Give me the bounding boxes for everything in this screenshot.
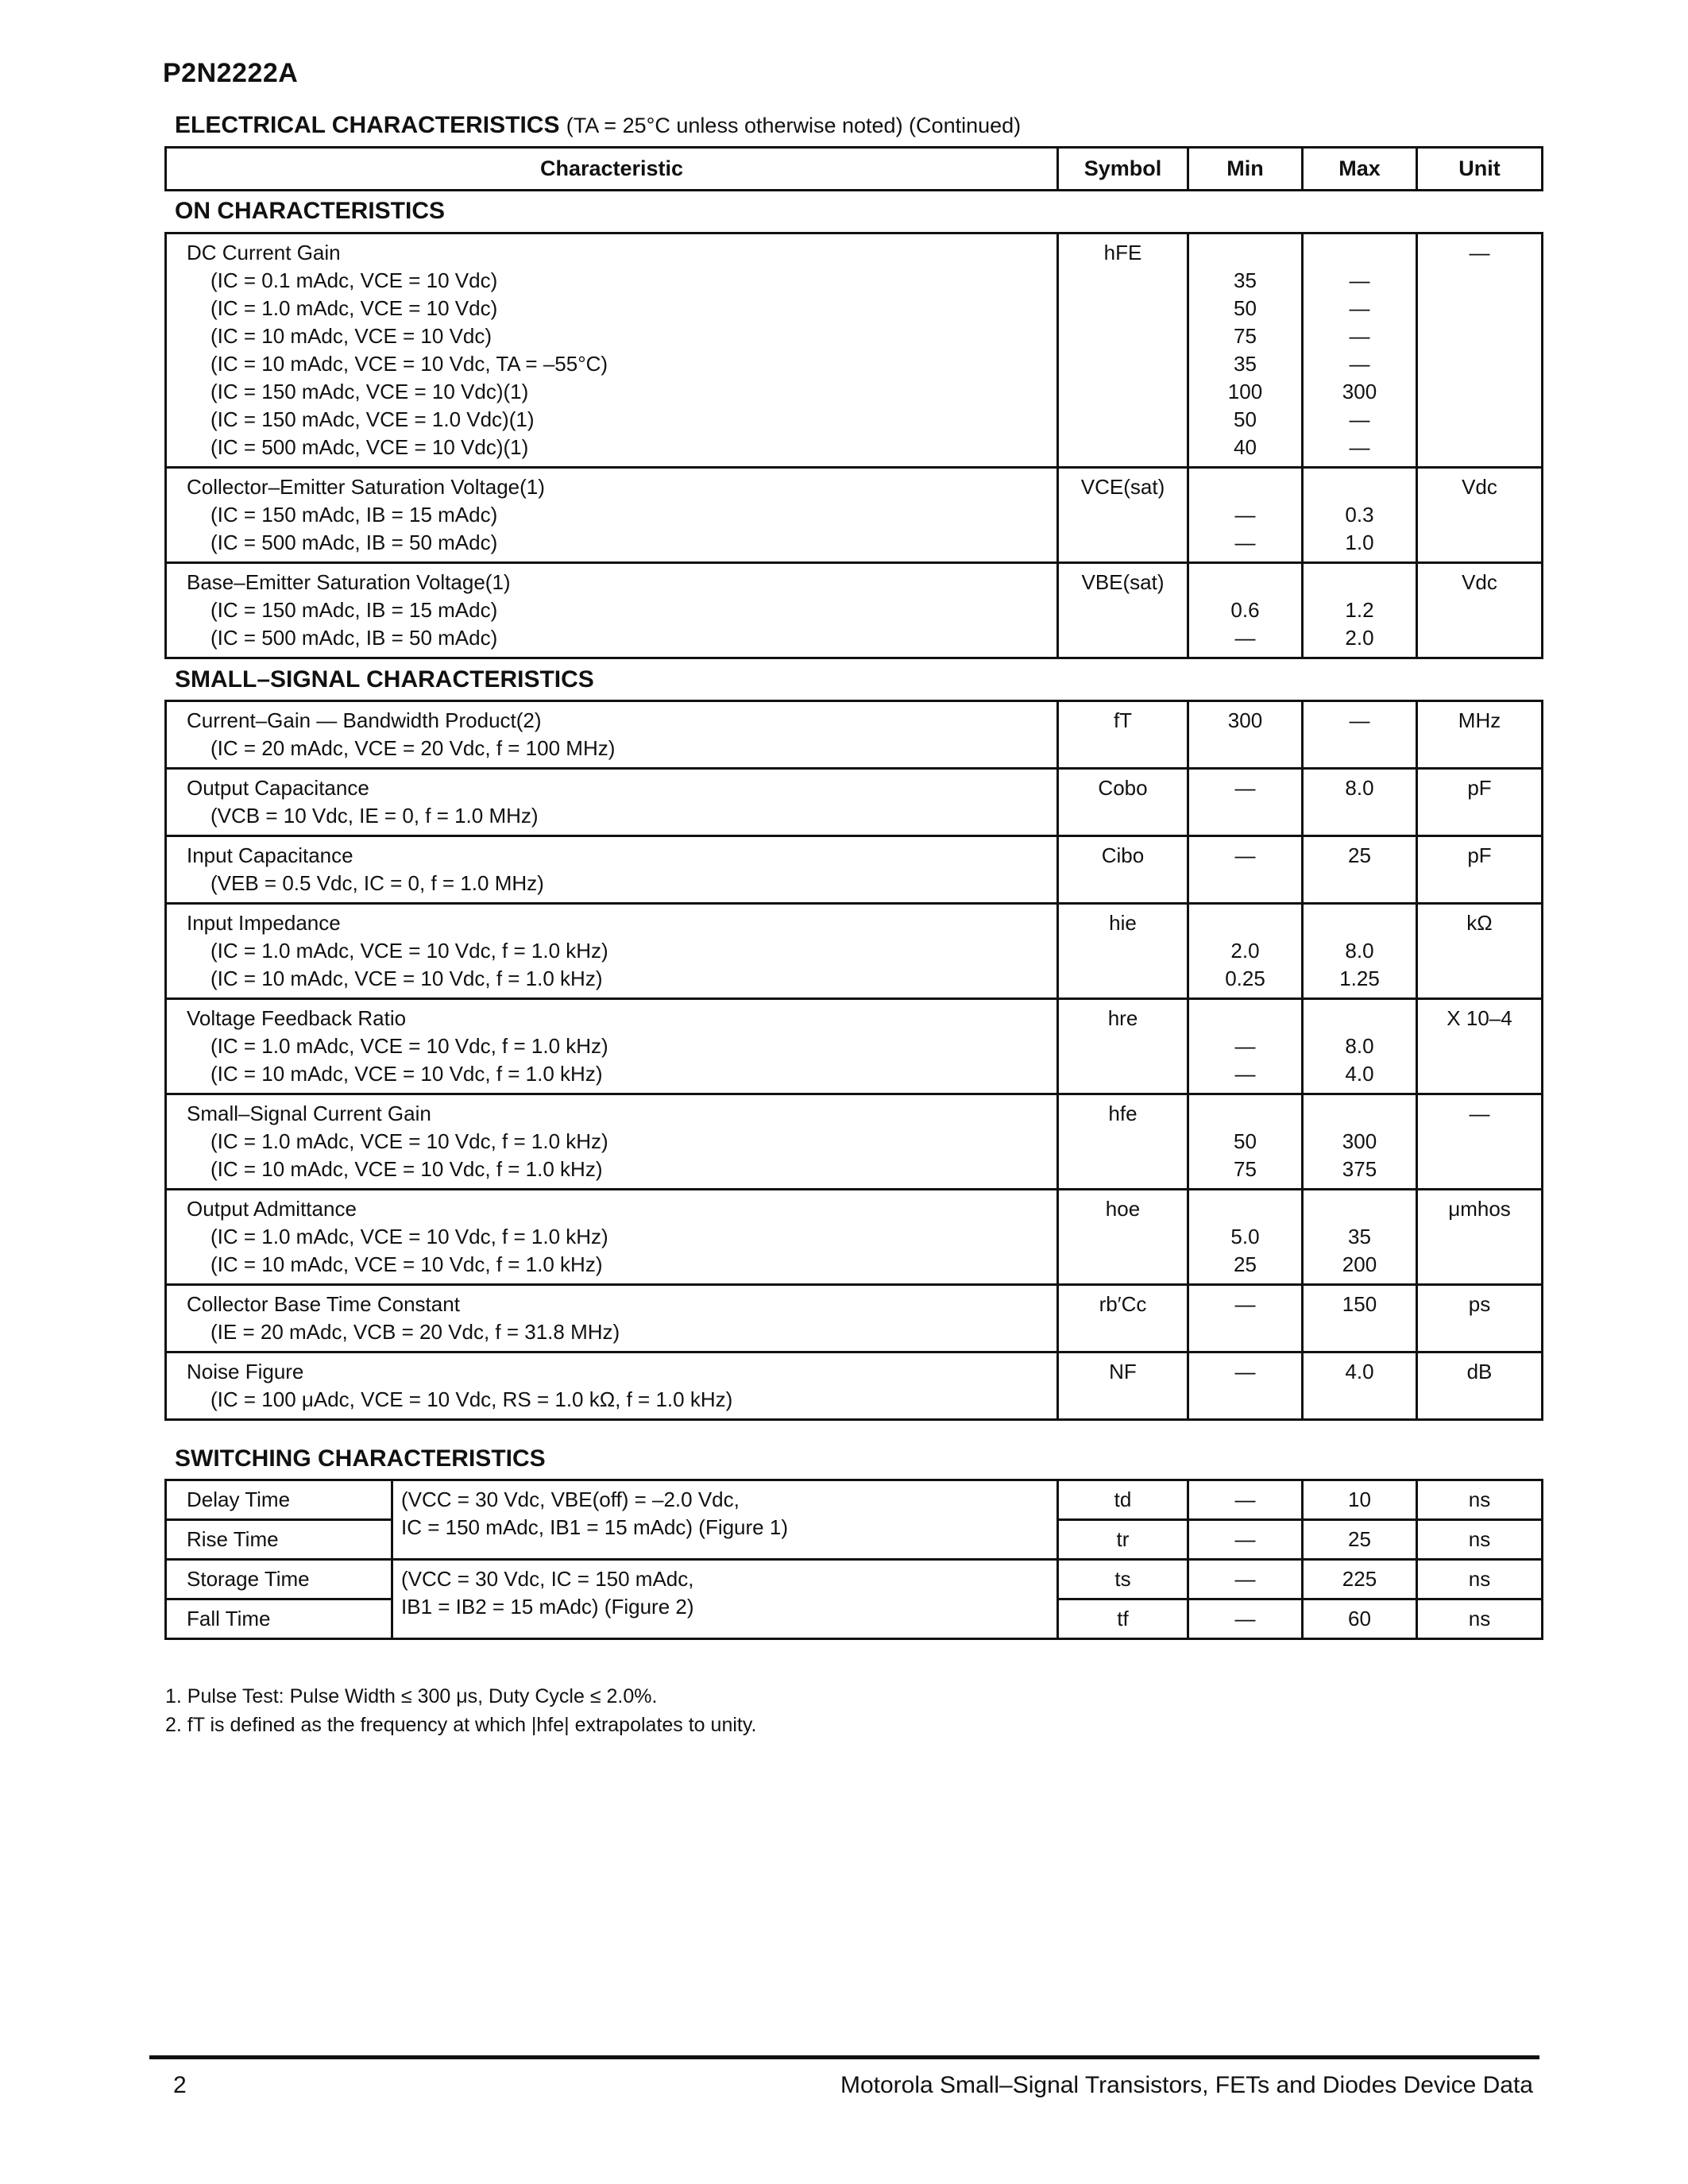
unit-cell (1417, 563, 1543, 658)
unit-value: μmhos (1448, 1197, 1511, 1221)
symbol-value: NF (1109, 1360, 1137, 1383)
characteristic-cell (166, 468, 1058, 563)
min-value: — (1234, 503, 1256, 527)
max-value: 1.2 (1345, 598, 1374, 622)
max-cell (1303, 769, 1417, 836)
footnote-1: 1. Pulse Test: Pulse Width ≤ 300 μs, Duty Cycle ≤ 2.0%. (165, 1685, 658, 1707)
test-condition: (IC = 10 mAdc, VCE = 10 Vdc, f = 1.0 kHz) (211, 967, 603, 990)
min-value: 75 (1234, 324, 1257, 348)
spacer (1197, 909, 1293, 937)
characteristic-name: Voltage Feedback Ratio (187, 1006, 407, 1030)
unit-value: Vdc (1462, 570, 1497, 594)
unit-cell (1417, 468, 1543, 563)
table-row (166, 836, 1543, 904)
table-row (166, 769, 1543, 836)
spacer (1197, 1195, 1293, 1223)
characteristic-name: DC Current Gain (187, 241, 341, 264)
spacer (1197, 239, 1293, 267)
characteristic-cell (166, 769, 1058, 836)
unit-value: ns (1468, 1488, 1491, 1511)
page-heading (175, 110, 1021, 141)
max-value: 375 (1342, 1157, 1377, 1181)
test-condition: (IC = 10 mAdc, VCE = 10 Vdc, f = 1.0 kHz) (211, 1062, 603, 1086)
characteristic-name: Input Capacitance (187, 843, 353, 867)
unit-cell (1417, 769, 1543, 836)
max-value: 8.0 (1345, 1034, 1374, 1058)
max-value: 1.0 (1345, 531, 1374, 554)
min-value: — (1234, 843, 1256, 867)
test-condition: (IC = 10 mAdc, VCE = 10 Vdc, TA = –55°C) (211, 352, 608, 376)
min-cell (1188, 1520, 1303, 1560)
footer-rule (149, 2055, 1539, 2059)
max-value: 200 (1342, 1252, 1377, 1276)
symbol-cell (1058, 563, 1188, 658)
symbol-value: tf (1117, 1607, 1129, 1630)
spacer (1311, 909, 1408, 937)
min-value: — (1234, 1360, 1256, 1383)
symbol-value: hie (1109, 911, 1137, 935)
test-condition: (IC = 1.0 mAdc, VCE = 10 Vdc, f = 1.0 kHz) (211, 1034, 608, 1058)
max-value: 35 (1348, 1225, 1371, 1248)
table-row (166, 1352, 1543, 1420)
unit-cell (1417, 1480, 1543, 1520)
symbol-value: hoe (1105, 1197, 1141, 1221)
min-cell (1188, 769, 1303, 836)
test-condition: (IC = 500 mAdc, IB = 50 mAdc) (211, 531, 498, 554)
min-cell (1188, 1480, 1303, 1520)
symbol-cell (1058, 1190, 1188, 1285)
symbol-cell (1058, 1560, 1188, 1599)
characteristic-cell (166, 563, 1058, 658)
spacer (1311, 1100, 1408, 1128)
test-condition: (IC = 1.0 mAdc, VCE = 10 Vdc) (211, 296, 498, 320)
max-value: 8.0 (1345, 776, 1374, 800)
characteristic-name: Small–Signal Current Gain (187, 1102, 431, 1125)
unit-value: kΩ (1466, 911, 1493, 935)
unit-value: ps (1468, 1292, 1491, 1316)
symbol-value: fT (1113, 708, 1133, 732)
max-value: — (1349, 407, 1370, 431)
symbol-value: hFE (1103, 241, 1142, 264)
max-value: 300 (1342, 380, 1377, 403)
table-row (166, 1560, 1543, 1599)
symbol-value: td (1114, 1488, 1132, 1511)
min-value: 35 (1234, 268, 1257, 292)
spacer (1197, 1100, 1293, 1128)
unit-value: — (1469, 241, 1490, 264)
part-number: P2N2222A (163, 58, 299, 88)
footnote-2: 2. fT is defined as the frequency at which |hfe| extrapolates to unity. (165, 1714, 757, 1736)
characteristic-cell (166, 701, 1058, 769)
unit-value: ns (1468, 1527, 1491, 1551)
spacer (1197, 569, 1293, 596)
symbol-cell (1058, 1285, 1188, 1352)
test-condition: (IC = 0.1 mAdc, VCE = 10 Vdc) (211, 268, 498, 292)
min-cell (1188, 1560, 1303, 1599)
max-value: 0.3 (1345, 503, 1374, 527)
unit-value: ns (1468, 1607, 1491, 1630)
parameter-name: Delay Time (187, 1488, 291, 1511)
max-value: 10 (1348, 1488, 1371, 1511)
footnotes (165, 1682, 756, 1739)
symbol-cell (1058, 769, 1188, 836)
characteristic-name: Noise Figure (187, 1360, 304, 1383)
min-cell (1188, 563, 1303, 658)
min-value: — (1234, 1527, 1256, 1551)
max-value: 300 (1342, 1129, 1377, 1153)
unit-value: X 10–4 (1447, 1006, 1512, 1030)
symbol-cell (1058, 233, 1188, 468)
unit-cell (1417, 233, 1543, 468)
section-small-signal-title: SMALL–SIGNAL CHARACTERISTICS (175, 666, 594, 693)
unit-cell (1417, 1520, 1543, 1560)
table-row (166, 1190, 1543, 1285)
test-condition-cell (392, 1480, 1058, 1560)
spacer (1197, 473, 1293, 501)
max-cell (1303, 904, 1417, 999)
max-cell (1303, 701, 1417, 769)
test-condition: (IC = 10 mAdc, VCE = 10 Vdc, f = 1.0 kHz) (211, 1157, 603, 1181)
max-value: 4.0 (1345, 1062, 1374, 1086)
spacer (1311, 1005, 1408, 1032)
unit-cell (1417, 904, 1543, 999)
col-symbol: Symbol (1058, 148, 1188, 191)
unit-value: MHz (1458, 708, 1501, 732)
symbol-value: rb′Cc (1099, 1292, 1147, 1316)
max-value: — (1349, 268, 1370, 292)
unit-value: pF (1467, 843, 1492, 867)
parameter-name-cell (166, 1599, 392, 1639)
parameter-name: Storage Time (187, 1567, 310, 1591)
characteristic-cell (166, 999, 1058, 1094)
max-cell (1303, 1560, 1417, 1599)
min-value: 300 (1227, 708, 1263, 732)
max-value: 2.0 (1345, 626, 1374, 650)
small-signal-table (164, 700, 1543, 1421)
min-cell (1188, 701, 1303, 769)
max-cell (1303, 563, 1417, 658)
unit-value: — (1469, 1102, 1490, 1125)
min-value: — (1234, 626, 1256, 650)
min-value: 0.6 (1230, 598, 1260, 622)
parameter-name-cell (166, 1520, 392, 1560)
test-condition: (VCB = 10 Vdc, IE = 0, f = 1.0 MHz) (211, 804, 539, 828)
min-value: — (1234, 1034, 1256, 1058)
max-cell (1303, 1480, 1417, 1520)
table-row (166, 1285, 1543, 1352)
small-table-body (166, 701, 1543, 1420)
min-cell (1188, 1599, 1303, 1639)
unit-value: dB (1466, 1360, 1493, 1383)
characteristic-cell (166, 904, 1058, 999)
symbol-value: Cobo (1098, 776, 1148, 800)
characteristic-cell (166, 1285, 1058, 1352)
test-condition: (IC = 150 mAdc, IB = 15 mAdc) (211, 503, 498, 527)
symbol-value: hre (1107, 1006, 1138, 1030)
min-value: — (1234, 1488, 1256, 1511)
min-value: 100 (1227, 380, 1263, 403)
unit-cell (1417, 1560, 1543, 1599)
on-characteristics-table (164, 232, 1543, 659)
spacer (1311, 1195, 1408, 1223)
min-value: 50 (1234, 1129, 1257, 1153)
symbol-cell (1058, 836, 1188, 904)
min-value: — (1234, 1607, 1256, 1630)
max-value: 225 (1342, 1567, 1377, 1591)
table-row (166, 468, 1543, 563)
max-value: 150 (1342, 1292, 1377, 1316)
test-condition: (IC = 1.0 mAdc, VCE = 10 Vdc, f = 1.0 kHz) (211, 939, 608, 963)
min-cell (1188, 1094, 1303, 1190)
symbol-cell (1058, 904, 1188, 999)
test-condition: (IC = 20 mAdc, VCE = 20 Vdc, f = 100 MHz) (211, 736, 616, 760)
unit-cell (1417, 999, 1543, 1094)
max-value: — (1349, 435, 1370, 459)
table-row (166, 904, 1543, 999)
spacer (1311, 239, 1408, 267)
table-row (166, 563, 1543, 658)
min-cell (1188, 1352, 1303, 1420)
min-value: 35 (1234, 352, 1257, 376)
section-on-title: ON CHARACTERISTICS (175, 198, 446, 224)
min-value: 75 (1234, 1157, 1257, 1181)
unit-cell (1417, 1599, 1543, 1639)
min-value: 2.0 (1230, 939, 1260, 963)
characteristic-cell (166, 1352, 1058, 1420)
max-cell (1303, 233, 1417, 468)
max-cell (1303, 468, 1417, 563)
min-cell (1188, 233, 1303, 468)
max-value: — (1349, 296, 1370, 320)
max-cell (1303, 1285, 1417, 1352)
heading-title: ELECTRICAL CHARACTERISTICS (175, 112, 560, 138)
section-switching-title: SWITCHING CHARACTERISTICS (175, 1445, 546, 1472)
switching-table (164, 1479, 1543, 1640)
test-condition: (IC = 500 mAdc, IB = 50 mAdc) (211, 626, 498, 650)
max-cell (1303, 836, 1417, 904)
max-value: — (1349, 352, 1370, 376)
test-condition: (VCC = 30 Vdc, VBE(off) = –2.0 Vdc, (401, 1488, 740, 1511)
unit-value: pF (1467, 776, 1492, 800)
spacer (1311, 473, 1408, 501)
symbol-cell (1058, 468, 1188, 563)
min-cell (1188, 468, 1303, 563)
unit-value: ns (1468, 1567, 1491, 1591)
max-value: 25 (1348, 1527, 1371, 1551)
symbol-value: tr (1116, 1527, 1130, 1551)
min-value: 50 (1234, 296, 1257, 320)
min-value: — (1234, 531, 1256, 554)
min-value: 40 (1234, 435, 1257, 459)
characteristic-cell (166, 1190, 1058, 1285)
table-row (166, 1480, 1543, 1520)
heading-condition: (TA = 25°C unless otherwise noted) (Continued) (566, 114, 1022, 137)
spacer (1197, 1005, 1293, 1032)
max-cell (1303, 1190, 1417, 1285)
min-value: — (1234, 1062, 1256, 1086)
min-cell (1188, 836, 1303, 904)
symbol-cell (1058, 1094, 1188, 1190)
test-condition: (IC = 150 mAdc, VCE = 10 Vdc)(1) (211, 380, 529, 403)
max-value: 4.0 (1345, 1360, 1374, 1383)
col-max: Max (1303, 148, 1417, 191)
symbol-cell (1058, 1599, 1188, 1639)
test-condition: (IC = 150 mAdc, VCE = 1.0 Vdc)(1) (211, 407, 535, 431)
test-condition: (IC = 10 mAdc, VCE = 10 Vdc) (211, 324, 492, 348)
max-value: 60 (1348, 1607, 1371, 1630)
symbol-value: Cibo (1101, 843, 1145, 867)
max-cell (1303, 999, 1417, 1094)
test-condition-cell (392, 1560, 1058, 1639)
characteristic-name: Output Admittance (187, 1197, 357, 1221)
test-condition: (IC = 100 μAdc, VCE = 10 Vdc, RS = 1.0 kΩ, f = 1.0 kHz) (211, 1387, 733, 1411)
symbol-cell (1058, 1480, 1188, 1520)
test-condition: IB1 = IB2 = 15 mAdc) (Figure 2) (401, 1595, 694, 1619)
min-cell (1188, 1285, 1303, 1352)
symbol-value: ts (1114, 1567, 1131, 1591)
symbol-cell (1058, 1520, 1188, 1560)
parameter-name-cell (166, 1560, 392, 1599)
characteristic-name: Base–Emitter Saturation Voltage(1) (187, 570, 511, 594)
unit-cell (1417, 1190, 1543, 1285)
characteristic-cell (166, 233, 1058, 468)
unit-cell (1417, 1352, 1543, 1420)
symbol-value: VCE(sat) (1080, 475, 1165, 499)
min-value: — (1234, 1567, 1256, 1591)
symbol-cell (1058, 1352, 1188, 1420)
table-row (166, 701, 1543, 769)
page-number: 2 (173, 2072, 187, 2098)
unit-cell (1417, 1094, 1543, 1190)
col-min: Min (1188, 148, 1303, 191)
column-header-table (164, 146, 1543, 191)
table-row (166, 1094, 1543, 1190)
sw-table-body (166, 1480, 1543, 1639)
on-table-body (166, 233, 1543, 658)
test-condition: (VCC = 30 Vdc, IC = 150 mAdc, (401, 1567, 694, 1591)
table-row (166, 999, 1543, 1094)
test-condition: (IC = 150 mAdc, IB = 15 mAdc) (211, 598, 498, 622)
min-cell (1188, 1190, 1303, 1285)
parameter-name: Rise Time (187, 1527, 279, 1551)
spacer (1311, 569, 1408, 596)
min-value: 50 (1234, 407, 1257, 431)
table-row (166, 233, 1543, 468)
characteristic-name: Input Impedance (187, 911, 341, 935)
test-condition: (IC = 1.0 mAdc, VCE = 10 Vdc, f = 1.0 kHz) (211, 1225, 608, 1248)
max-value: — (1349, 708, 1370, 732)
unit-value: Vdc (1462, 475, 1497, 499)
min-value: — (1234, 1292, 1256, 1316)
min-value: 0.25 (1225, 967, 1265, 990)
test-condition: (IC = 1.0 mAdc, VCE = 10 Vdc, f = 1.0 kHz) (211, 1129, 608, 1153)
min-value: 5.0 (1230, 1225, 1260, 1248)
max-cell (1303, 1599, 1417, 1639)
max-value: 25 (1348, 843, 1371, 867)
symbol-value: VBE(sat) (1081, 570, 1165, 594)
symbol-value: hfe (1108, 1102, 1138, 1125)
test-condition: (IC = 10 mAdc, VCE = 10 Vdc, f = 1.0 kHz) (211, 1252, 603, 1276)
unit-cell (1417, 836, 1543, 904)
unit-cell (1417, 1285, 1543, 1352)
test-condition: (IE = 20 mAdc, VCB = 20 Vdc, f = 31.8 MHz) (211, 1320, 620, 1344)
max-value: — (1349, 324, 1370, 348)
max-cell (1303, 1352, 1417, 1420)
test-condition: (VEB = 0.5 Vdc, IC = 0, f = 1.0 MHz) (211, 871, 544, 895)
symbol-cell (1058, 701, 1188, 769)
characteristic-cell (166, 836, 1058, 904)
characteristic-name: Collector Base Time Constant (187, 1292, 460, 1316)
symbol-cell (1058, 999, 1188, 1094)
max-cell (1303, 1520, 1417, 1560)
characteristic-name: Current–Gain — Bandwidth Product(2) (187, 708, 542, 732)
min-value: — (1234, 776, 1256, 800)
col-characteristic: Characteristic (166, 148, 1058, 191)
characteristic-name: Output Capacitance (187, 776, 369, 800)
parameter-name-cell (166, 1480, 392, 1520)
col-unit: Unit (1417, 148, 1543, 191)
min-cell (1188, 904, 1303, 999)
parameter-name: Fall Time (187, 1607, 271, 1630)
max-cell (1303, 1094, 1417, 1190)
max-value: 1.25 (1339, 967, 1380, 990)
max-value: 8.0 (1345, 939, 1374, 963)
characteristic-name: Collector–Emitter Saturation Voltage(1) (187, 475, 545, 499)
characteristic-cell (166, 1094, 1058, 1190)
min-cell (1188, 999, 1303, 1094)
unit-cell (1417, 701, 1543, 769)
test-condition: IC = 150 mAdc, IB1 = 15 mAdc) (Figure 1) (401, 1515, 788, 1539)
test-condition: (IC = 500 mAdc, VCE = 10 Vdc)(1) (211, 435, 529, 459)
min-value: 25 (1234, 1252, 1257, 1276)
footer-source: Motorola Small–Signal Transistors, FETs and Diodes Device Data (840, 2072, 1533, 2098)
